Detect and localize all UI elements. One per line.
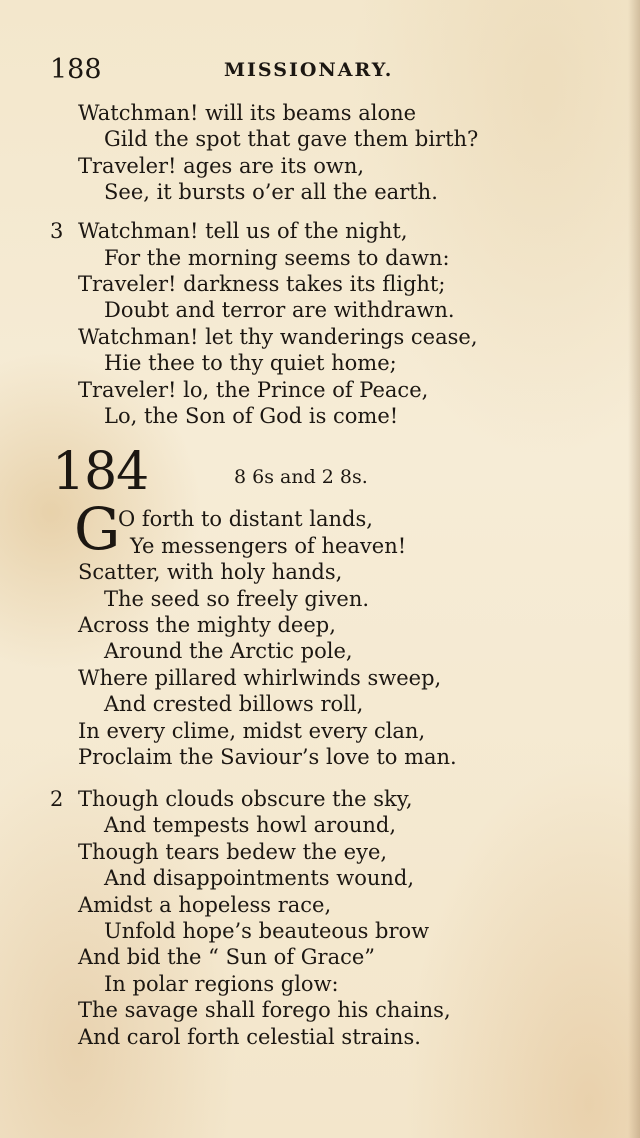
verse-line: O forth to distant lands,: [118, 507, 373, 531]
verse-line: See, it bursts o’er all the earth.: [104, 180, 438, 204]
stanza-number: 3: [50, 219, 64, 243]
verse-line: Around the Arctic pole,: [104, 639, 353, 663]
verse-line: Scatter, with holy hands,: [78, 560, 343, 584]
verse-line: Across the mighty deep,: [78, 613, 336, 637]
page-header: [50, 52, 610, 88]
page-edge-shadow: [628, 0, 640, 1138]
verse-line: And carol forth celestial strains.: [78, 1025, 421, 1049]
verse-line: Traveler! ages are its own,: [78, 154, 365, 178]
verse-line: Traveler! darkness takes its flight;: [78, 272, 446, 296]
drop-cap: G: [74, 495, 121, 563]
verse-line: Watchman! tell us of the night,: [78, 219, 408, 243]
verse-line: And bid the “ Sun of Grace”: [78, 945, 376, 969]
verse-line: Unfold hope’s beauteous brow: [104, 919, 430, 943]
verse-line: Lo, the Son of God is come!: [104, 404, 399, 428]
verse-line: The seed so freely given.: [104, 587, 370, 611]
hymn-number: 184: [52, 442, 149, 502]
verse-line: The savage shall forego his chains,: [78, 998, 451, 1022]
verse-line: Though clouds obscure the sky,: [78, 787, 413, 811]
page-number: 188: [50, 54, 102, 85]
running-head: MISSIONARY.: [224, 59, 394, 81]
verse-line: Watchman! will its beams alone: [78, 101, 417, 125]
verse-line: Ye messengers of heaven!: [130, 534, 407, 558]
verse-line: In every clime, midst every clan,: [78, 719, 426, 743]
verse-line: Where pillared whirlwinds sweep,: [78, 666, 442, 690]
verse-line: Amidst a hopeless race,: [78, 893, 332, 917]
verse-line: Though tears bedew the eye,: [78, 840, 388, 864]
verse-line: Gild the spot that gave them birth?: [104, 127, 479, 151]
verse-line: In polar regions glow:: [104, 972, 339, 996]
verse-line: For the morning seems to dawn:: [104, 246, 450, 270]
verse-line: And disappointments wound,: [104, 866, 415, 890]
stanza-number: 2: [50, 787, 64, 811]
verse-line: Hie thee to thy quiet home;: [104, 351, 397, 375]
verse-line: Watchman! let thy wanderings cease,: [78, 325, 478, 349]
verse-line: Doubt and terror are withdrawn.: [104, 298, 455, 322]
verse-line: And crested billows roll,: [104, 692, 364, 716]
verse-line: Traveler! lo, the Prince of Peace,: [78, 378, 429, 402]
verse-line: Proclaim the Saviour’s love to man.: [78, 745, 457, 769]
hymn-meter: 8 6s and 2 8s.: [234, 466, 368, 488]
verse-line: And tempests howl around,: [104, 813, 397, 837]
